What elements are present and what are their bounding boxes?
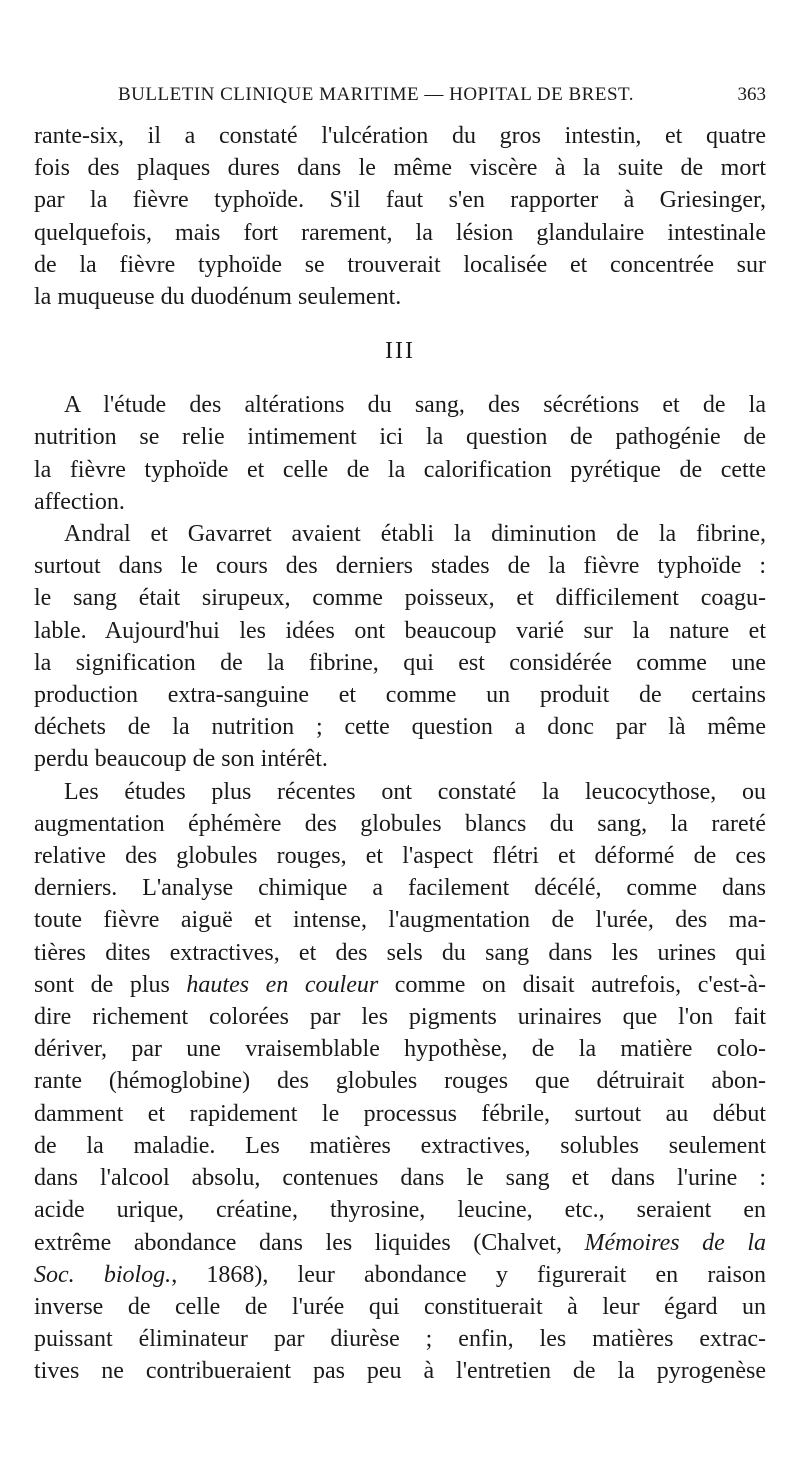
page-number: 363 [737,84,766,105]
text-line: quelquefois, mais fort rarement, la lésion glandulaire intestinale [34,219,766,246]
text-segment: , 1868), leur abondance y figurerait en raison [171,1261,766,1288]
text-line: tives ne contribueraient pas peu à l'entretien de la pyrogenèse [34,1358,766,1385]
italic-phrase: hautes en couleur [186,971,379,998]
text-segment: comme on disait autrefois, c'est-à- [378,971,767,998]
text-line-with-italic [34,1227,766,1259]
text-line: affection. [34,488,125,515]
running-head [34,84,766,110]
paragraph [34,776,766,1388]
text-line: relative des globules rouges, et l'aspect flétri et déformé de ces [34,843,766,870]
text-line-with-italic [34,1259,766,1291]
section-heading: III [385,338,415,365]
paragraph [34,518,766,776]
text-line: de la fièvre typhoïde se trouverait localisée et concentrée sur [34,251,766,278]
text-line: nutrition se relie intimement ici la question de pathogénie de [34,424,766,451]
book-page [34,84,766,1388]
text-line: lable. Aujourd'hui les idées ont beaucoup varié sur la nature et [34,617,766,644]
text-line: acide urique, créatine, thyrosine, leucine, etc., seraient en [34,1197,766,1224]
text-line: rante-six, il a constaté l'ulcération du gros intestin, et quatre [34,123,766,149]
text-line: toute fièvre aiguë et intense, l'augmentation de l'urée, des ma- [34,907,766,934]
italic-citation: Soc. biolog. [34,1261,172,1288]
text-line: dans l'alcool absolu, contenues dans le sang et dans l'urine : [34,1165,766,1192]
text-line: la muqueuse du duodénum seulement. [34,284,402,311]
text-line: dériver, par une vraisemblable hypothèse, de la matière colo- [34,1036,766,1063]
text-line: damment et rapidement le processus fébrile, surtout au début [34,1100,766,1127]
text-line: Andral et Gavarret avaient établi la diminution de la fibrine, [64,521,766,548]
text-line: A l'étude des altérations du sang, des sécrétions et de la [64,392,766,419]
text-line: la fièvre typhoïde et celle de la calorification pyrétique de cette [34,456,766,483]
text-line: inverse de celle de l'urée qui constituerait à leur égard un [34,1293,766,1320]
text-line: fois des plaques dures dans le même viscère à la suite de mort [34,155,766,182]
text-line: surtout dans le cours des derniers stades de la fièvre typhoïde : [34,553,766,580]
text-line: augmentation éphémère des globules blancs du sang, la rareté [34,810,766,837]
text-line: par la fièvre typhoïde. S'il faut s'en rapporter à Griesinger, [34,187,766,214]
italic-citation: Mémoires de la [584,1229,767,1256]
text-line: tières dites extractives, et des sels du sang dans les urines qui [34,939,766,966]
text-line: déchets de la nutrition ; cette question a donc par là même [34,714,766,741]
text-line: production extra-sanguine et comme un produit de certains [34,682,766,709]
text-line: perdu beaucoup de son intérêt. [34,746,328,773]
text-line: le sang était sirupeux, comme poisseux, et difficilement coagu- [34,585,766,612]
text-segment: extrême abondance dans les liquides (Chalvet, [34,1229,585,1256]
paragraph-continuation [34,120,766,313]
text-line-with-italic [34,969,766,1001]
text-line: rante (hémoglobine) des globules rouges que détruirait abon- [34,1068,766,1095]
text-line: la signification de la fibrine, qui est considérée comme une [34,649,766,676]
paragraph [34,389,766,518]
text-segment: sont de plus [34,971,187,998]
running-title: BULLETIN CLINIQUE MARITIME — HOPITAL DE BREST. [118,84,634,105]
text-line: Les études plus récentes ont constaté la leucocythose, ou [64,778,766,805]
text-line: de la maladie. Les matières extractives, solubles seulement [34,1132,766,1159]
text-line: derniers. L'analyse chimique a facilement décélé, comme dans [34,875,766,902]
text-line: puissant éliminateur par diurèse ; enfin, les matières extrac- [34,1326,766,1353]
text-line: dire richement colorées par les pigments urinaires que l'on fait [34,1004,766,1031]
